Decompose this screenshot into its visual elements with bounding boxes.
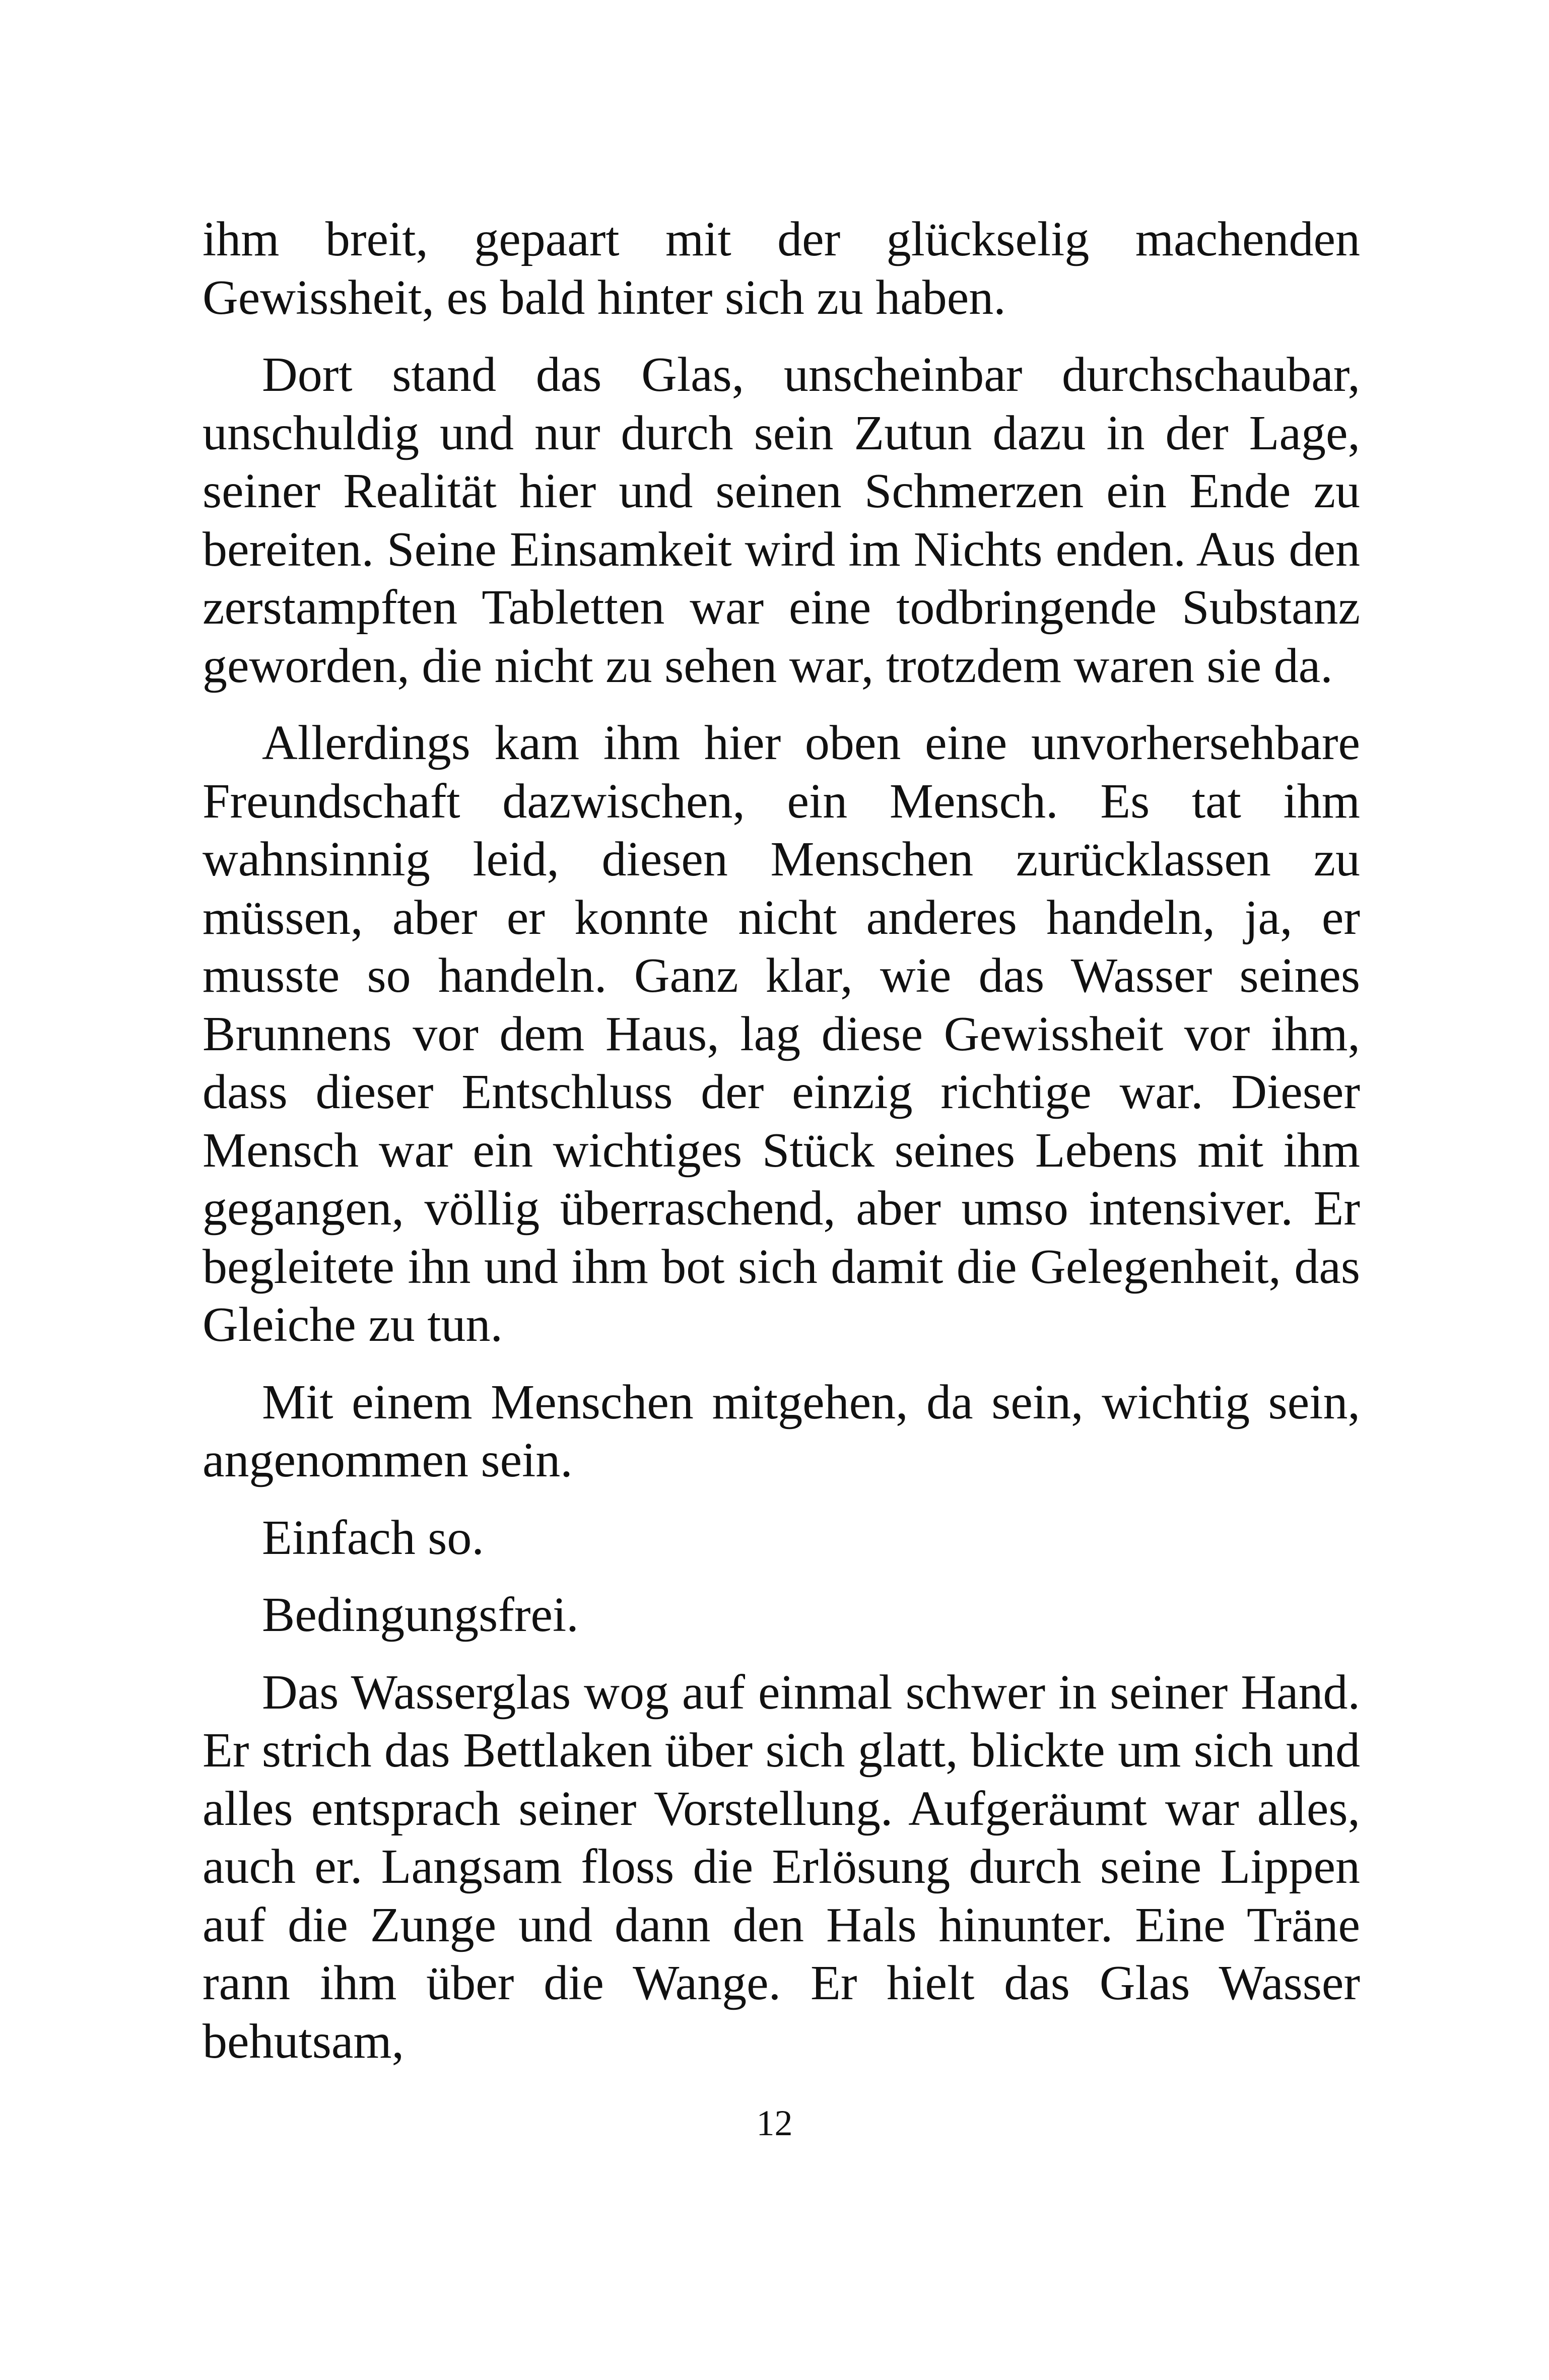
paragraph-friendship: Allerdings kam ihm hier oben eine unvorhersehbare Freundschaft dazwischen, ein Mensch. Es tat ihm wahnsinnig leid, diesen Menschen zurücklassen zu müssen, aber er konnte nicht anderes handeln, ja, er musste so handeln. Ganz klar, wie das Wasser seines Brunnens vor dem Haus, lag diese Gewissheit vor ihm, dass dieser Entschluss der einzig richtige war. Dieser Mensch war ein wichtiges Stück seines Lebens mit ihm gegangen, völlig überraschend, aber umso intensiver. Er begleitete ihn und ihm bot sich damit die Gelegenheit, das Gleiche zu tun. bbox=[203, 716, 1360, 1352]
body-text bbox=[203, 211, 1360, 2071]
page-number: 12 bbox=[756, 2103, 793, 2143]
paragraph-unconditional: Bedingungsfrei. bbox=[262, 1588, 579, 1642]
paragraph-continuation: ihm breit, gepaart mit der glückselig machenden Gewissheit, es bald hinter sich zu haben. bbox=[203, 212, 1360, 325]
paragraph-simply: Einfach so. bbox=[262, 1510, 484, 1565]
paragraph-glass: Dort stand das Glas, unscheinbar durchschaubar, unschuldig und nur durch sein Zutun dazu in der Lage, seiner Realität hier und seinen Schmerzen ein Ende zu bereiten. Seine Einsamkeit wird im Nichts enden. Aus den zerstampften Tabletten war eine todbringende Substanz geworden, die nicht zu sehen war, trotzdem waren sie da. bbox=[203, 348, 1360, 693]
paragraph-accompany: Mit einem Menschen mitgehen, da sein, wichtig sein, angenommen sein. bbox=[203, 1375, 1360, 1487]
paragraph-waterglass: Das Wasserglas wog auf einmal schwer in seiner Hand. Er strich das Bettlaken über sich glatt, blickte um sich und alles entsprach seiner Vorstellung. Aufgeräumt war alles, auch er. Langsam floss die Erlösung durch seine Lippen auf die Zunge und dann den Hals hinunter. Eine Träne rann ihm über die Wange. Er hielt das Glas Wasser behutsam, bbox=[203, 1665, 1360, 2069]
